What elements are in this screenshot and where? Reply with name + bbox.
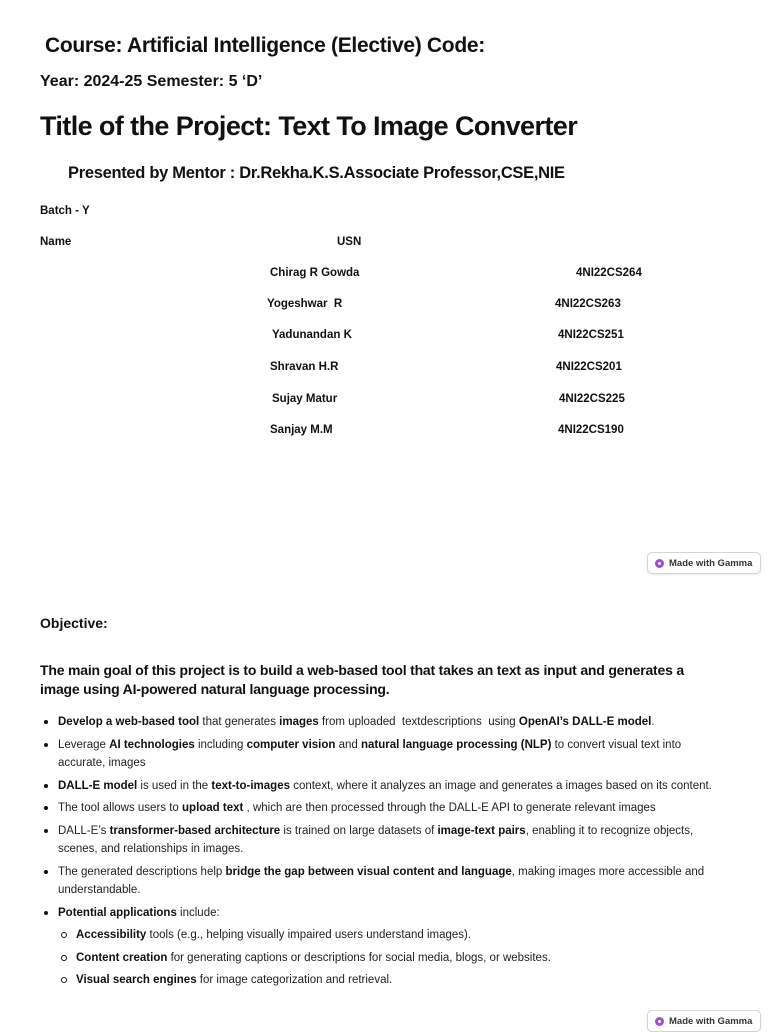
made-with-gamma-badge[interactable]: [647, 552, 761, 574]
member-name: Yogeshwar R: [267, 298, 343, 310]
badge-label: Made with Gamma: [669, 1015, 753, 1027]
member-name: Shravan H.R: [270, 361, 339, 373]
list-item: DALL-E’s transformer-based architecture is trained on large datasets of image-text pairs, enabling it to recognize objects, scenes, and relationships in images.: [40, 822, 730, 859]
usn-column-header: USN: [337, 236, 362, 248]
applications-sub-list: [58, 926, 730, 990]
made-with-gamma-badge[interactable]: [647, 1010, 761, 1032]
gamma-logo-icon: [655, 559, 664, 568]
objective-goal: The main goal of this project is to build a web-based tool that takes an text as input and generates a image using AI-powered natural language processing.: [40, 662, 684, 697]
list-item: The generated descriptions help bridge the gap between visual content and language, making images more accessible and understandable.: [40, 863, 730, 900]
year-semester: Year: 2024-25 Semester: 5 ‘D’: [40, 73, 263, 90]
course-title: Course: Artificial Intelligence (Elective) Code:: [45, 34, 485, 57]
member-usn: 4NI22CS251: [558, 329, 624, 341]
objective-bullet-list: [40, 713, 730, 994]
list-item: DALL-E model is used in the text-to-images context, where it analyzes an image and generates a images based on its content.: [40, 777, 730, 796]
member-usn: 4NI22CS225: [559, 393, 625, 405]
list-item: Leverage AI technologies including computer vision and natural language processing (NLP) to convert visual text into accurate, images: [40, 736, 730, 773]
list-item: Develop a web-based tool that generates images from uploaded textdescriptions using OpenAI’s DALL-E model.: [40, 713, 730, 732]
sub-list-item: Visual search engines for image categorization and retrieval.: [58, 971, 730, 990]
member-usn: 4NI22CS201: [556, 361, 622, 373]
list-item: Potential applications include: Accessibility tools (e.g., helping visually impaired users understand images). Content creation for generating captions or descriptions for social media, blogs, or websites. Visual search engines for image categorization and retrieval.: [40, 904, 730, 990]
badge-label: Made with Gamma: [669, 557, 753, 569]
member-name: Chirag R Gowda: [270, 267, 360, 279]
sub-list-item: Content creation for generating captions or descriptions for social media, blogs, or websites.: [58, 949, 730, 968]
sub-list-item: Accessibility tools (e.g., helping visually impaired users understand images).: [58, 926, 730, 945]
project-title: Title of the Project: Text To Image Converter: [40, 111, 578, 141]
member-name: Yadunandan K: [272, 329, 352, 341]
batch-label: Batch - Y: [40, 205, 90, 217]
member-usn: 4NI22CS263: [555, 298, 621, 310]
member-usn: 4NI22CS264: [576, 267, 642, 279]
member-usn: 4NI22CS190: [558, 424, 624, 436]
name-column-header: Name: [40, 236, 72, 248]
list-item: The tool allows users to upload text , which are then processed through the DALL-E API to generate relevant images: [40, 799, 730, 818]
mentor-line: Presented by Mentor : Dr.Rekha.K.S.Associate Professor,CSE,NIE: [68, 164, 565, 182]
gamma-logo-icon: [655, 1017, 664, 1026]
member-name: Sujay Matur: [272, 393, 338, 405]
objective-heading: Objective:: [40, 615, 108, 631]
member-name: Sanjay M.M: [270, 424, 333, 436]
